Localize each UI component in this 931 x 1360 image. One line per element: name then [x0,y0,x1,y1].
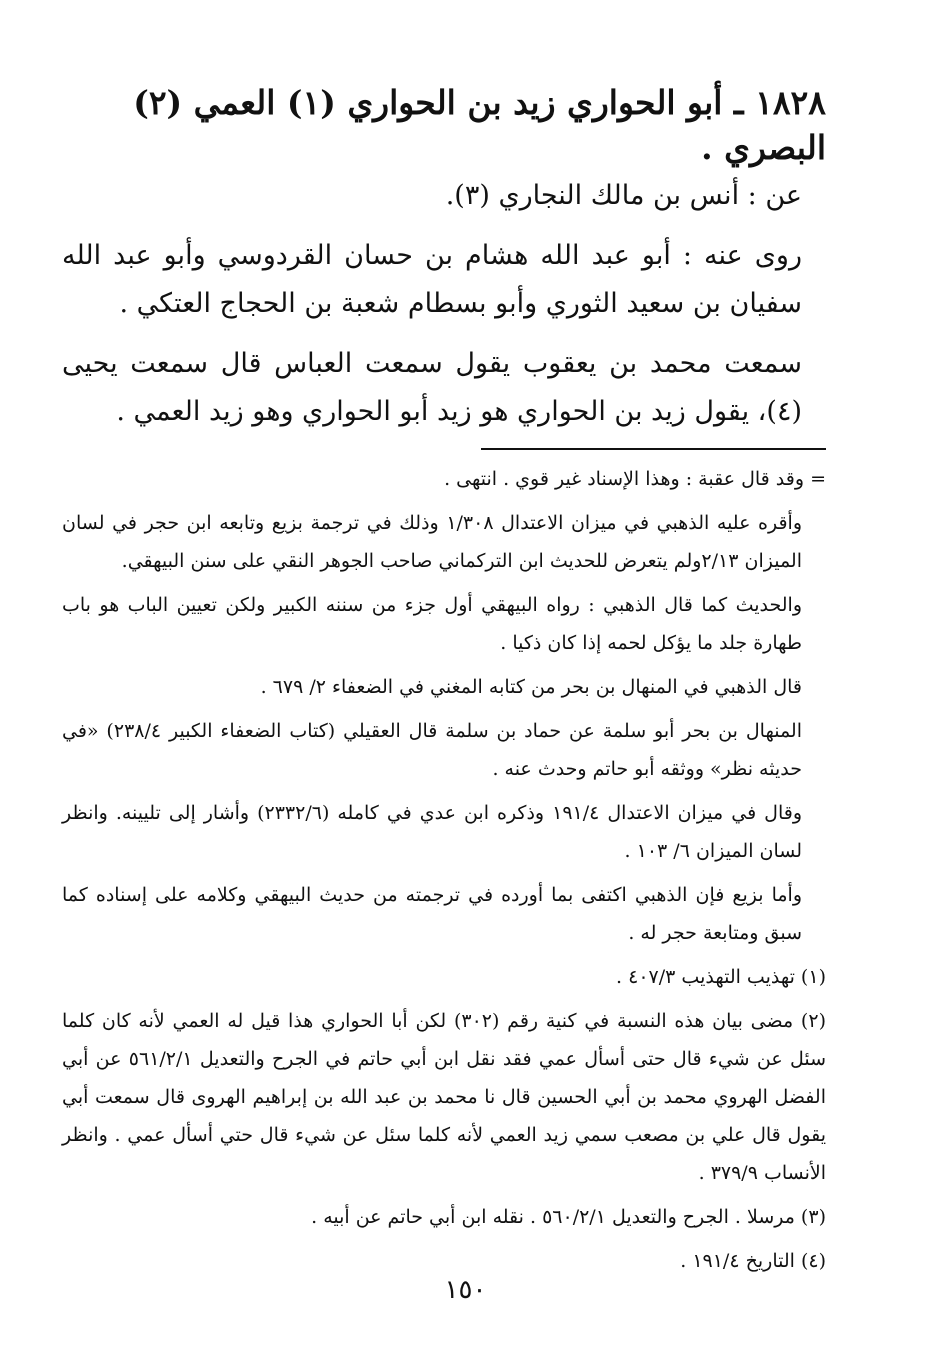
entry-quote: سمعت محمد بن يعقوب يقول سمعت العباس قال سمعت يحيى (٤)، يقول زيد بن الحواري هو زيد أبو الحواري وهو زيد العمي . [62,348,802,427]
footnote-4: (٤) التاريخ ١٩١/٤ . [680,1250,826,1272]
footnote-1: (١) تهذيب التهذيب ٤٠٧/٣ . [616,966,826,988]
footnote-continuation: وأقره عليه الذهبي في ميزان الاعتدال ١/٣٠٨ وذلك في ترجمة بزيع وتابعه ابن حجر في لسان الميزان ٢/١٣ولم يتعرض للحديث ابن التركماني صاحب الجوهر النقي على سنن البيهقي. [62,512,802,572]
entry-narrators: روى عنه : أبو عبد الله هشام بن حسان القردوسي وأبو عبد الله سفيان بن سعيد الثوري وأبو بسطام شعبة بن الحجاج العتكي . [62,240,802,319]
entry-teacher: عن : أنس بن مالك النجاري (٣). [445,180,802,211]
footnote-3: (٣) مرسلا . الجرح والتعديل ٥٦٠/٢/١ . نقله ابن أبي حاتم عن أبيه . [311,1206,826,1228]
footnote-2: (٢) مضى بيان هذه النسبة في كنية رقم (٣٠٢) لكن أبا الحواري هذا قيل له العمي لأنه كان كلما سئل عن شيء قال حتى أسأل عمي فقد نقل ابن أبي حاتم في الجرح والتعديل ٥٦١/٢/١ عن أبي الفضل الهروي محمد بن أبي الحسين قال نا محمد بن عبد الله بن إبراهيم الهروى قال سمعت أبي يقول قال علي بن مصعب سمي زيد العمي لأنه كلما سئل عن شيء قال حتي أسأل عمي . وانظر الأنساب ٣٧٩/٩ . [62,1010,826,1184]
footnote-continuation: وأما بزيع فإن الذهبي اكتفى بما أورده في ترجمته من حديث البيهقي وكلامه على إسناده كما سبق ومتابعة حجر له . [62,884,802,944]
footnote-continuation: قال الذهبي في المنهال بن بحر من كتابه المغني في الضعفاء ٢/ ٦٧٩ . [260,676,802,698]
footnote-divider [481,448,826,450]
footnotes-section [62,460,826,1280]
footnote-continuation: المنهال بن بحر أبو سلمة عن حماد بن سلمة قال العقيلي (كتاب الضعفاء الكبير ٢٣٨/٤) «في حديثه نظر» ووثقه أبو حاتم وحدث عنه . [62,720,802,780]
page-number: ١٥٠ [444,1275,487,1305]
footnote-continuation: وقال في ميزان الاعتدال ١٩١/٤ وذكره ابن عدي في كامله (٢٣٣٢/٦) وأشار إلى تليينه. وانظر لسان الميزان ٦/ ١٠٣ . [62,802,803,862]
entry-heading: ١٨٢٨ ـ أبو الحواري زيد بن الحواري (١) العمي (٢) البصري . [133,83,826,167]
footnote-continuation: = وقد قال عقبة : وهذا الإسناد غير قوي . انتهى . [444,468,826,490]
footnote-continuation: والحديث كما قال الذهبي : رواه البيهقي أول جزء من سننه الكبير ولكن تعيين الباب هو باب طهارة جلد ما يؤكل لحمه إذا كان ذكيا . [62,594,802,654]
